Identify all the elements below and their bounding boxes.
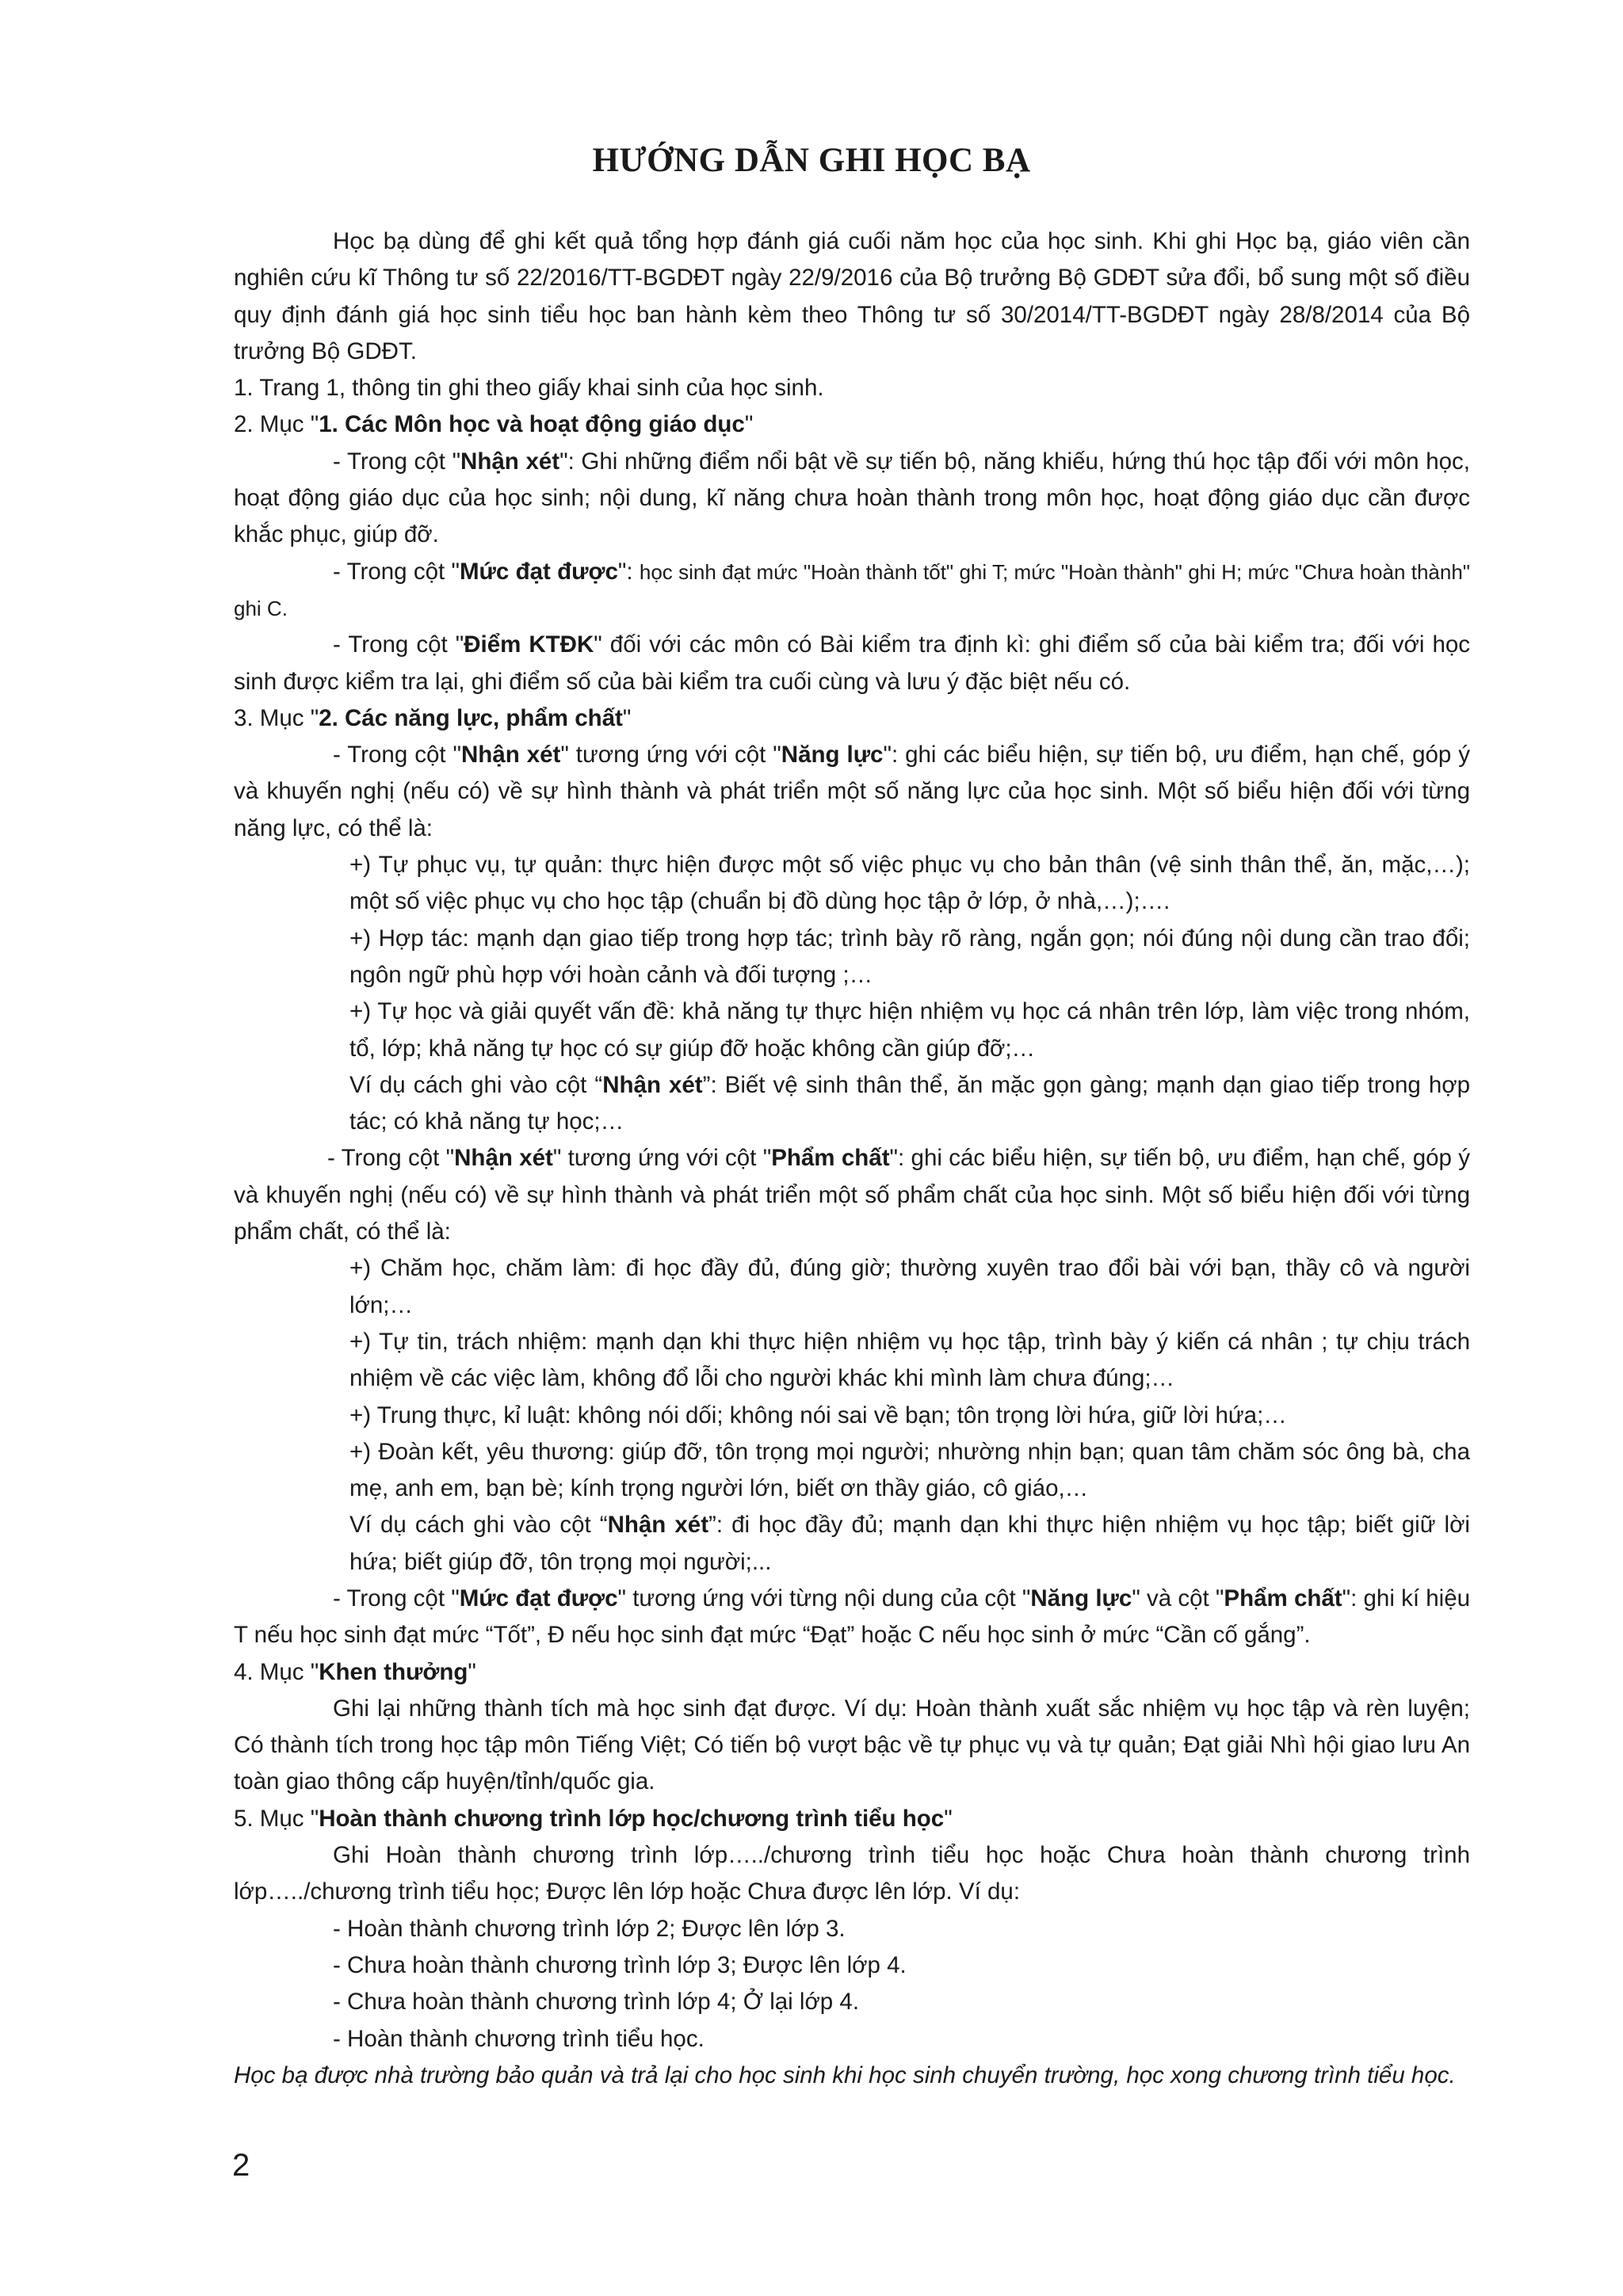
list-item: +) Tự tin, trách nhiệm: mạnh dạn khi thực hiện nhiệm vụ học tập, trình bày ý kiến cá nhân ; tự chịu trách nhiệm về các việc làm, không đổ lỗi cho người khác khi mình làm chưa đúng;… [349,1328,1470,1392]
example-pham-chat: Ví dụ cách ghi vào cột “Nhận xét”: đi học đầy đủ; mạnh dạn khi thực hiện nhiệm vụ học tập; biết giữ lời hứa; biết giúp đỡ, tôn trọng mọi người;... [349,1512,1470,1575]
s3-pham-chat: - Trong cột "Nhận xét" tương ứng với cột "Phẩm chất": ghi các biểu hiện, sự tiến bộ, ưu điểm, hạn chế, góp ý và khuyến nghị (nếu có) về sự hình thành và phát triển một số phẩm chất của học sinh. Một số biểu hiện đối với từng phẩm chất, có thể là: [234,1145,1471,1245]
s5-text: Ghi Hoàn thành chương trình lớp…../chương trình tiểu học hoặc Chưa hoàn thành chương trình lớp…../chương trình tiểu học; Được lên lớp hoặc Chưa được lên lớp. Ví dụ: [234,1842,1470,1905]
section-5-heading: 5. Mục "Hoàn thành chương trình lớp học/chương trình tiểu học" [234,1805,953,1832]
s2-muc-dat-duoc: - Trong cột "Mức đạt được": học sinh đạt mức "Hoàn thành tốt" ghi T; mức "Hoàn thành" ghi H; mức "Chưa hoàn thành" ghi C. [234,558,1471,620]
list-item: - Chưa hoàn thành chương trình lớp 3; Được lên lớp 4. [333,1951,907,1978]
intro-paragraph: Học bạ dùng để ghi kết quả tổng hợp đánh giá cuối năm học của học sinh. Khi ghi Học bạ, giáo viên cần nghiên cứu kĩ Thông tư số 22/2016/TT-BGDĐT ngày 22/9/2016 của Bộ trưởng Bộ GDĐT sửa đổi, bổ sung một số điều quy định đánh giá học sinh tiểu học ban hành kèm theo Thông tư số 30/2014/TT-BGDĐT ngày 28/8/2014 của Bộ trưởng Bộ GDĐT. [234,228,1470,364]
document-body [234,223,1470,2094]
section-4-heading: 4. Mục "Khen thưởng" [234,1658,476,1685]
footer-note: Học bạ được nhà trường bảo quản và trả lại cho học sinh khi học sinh chuyển trường, học xong chương trình tiểu học. [234,2061,1456,2088]
section-1: 1. Trang 1, thông tin ghi theo giấy khai sinh của học sinh. [234,375,824,402]
s2-diem-ktdk: - Trong cột "Điểm KTĐK" đối với các môn có Bài kiểm tra định kì: ghi điểm số của bài kiểm tra; đối với học sinh được kiểm tra lại, ghi điểm số của bài kiểm tra cuối cùng và lưu ý đặc biệt nếu có. [234,631,1471,695]
list-item: +) Tự học và giải quyết vấn đề: khả năng tự thực hiện nhiệm vụ học cá nhân trên lớp, làm việc trong nhóm, tổ, lớp; khả năng tự học có sự giúp đỡ hoặc không cần giúp đỡ;… [349,998,1470,1062]
list-item: - Hoàn thành chương trình tiểu học. [333,2025,705,2052]
s3-muc-dat-duoc: - Trong cột "Mức đạt được" tương ứng với từng nội dung của cột "Năng lực" và cột "Phẩm chất": ghi kí hiệu T nếu học sinh đạt mức “Tốt”, Đ nếu học sinh đạt mức “Đạt” hoặc C nếu học sinh ở mức “Cần cố gắng”. [234,1585,1471,1649]
list-item: +) Đoàn kết, yêu thương: giúp đỡ, tôn trọng mọi người; nhường nhịn bạn; quan tâm chăm sóc ông bà, cha mẹ, anh em, bạn bè; kính trọng người lớn, biết ơn thầy giáo, cô giáo,… [349,1438,1470,1502]
section-2-heading: 2. Mục "1. Các Môn học và hoạt động giáo dục" [234,411,754,438]
s4-text: Ghi lại những thành tích mà học sinh đạt được. Ví dụ: Hoàn thành xuất sắc nhiệm vụ học tập và rèn luyện; Có thành tích trong học tập môn Tiếng Việt; Có tiến bộ vượt bậc về tự phục vụ và tự quản; Đạt giải Nhì hội giao lưu An toàn giao thông cấp huyện/tỉnh/quốc gia. [234,1695,1470,1795]
section-3-heading: 3. Mục "2. Các năng lực, phẩm chất" [234,704,632,731]
s3-nang-luc: - Trong cột "Nhận xét" tương ứng với cột "Năng lực": ghi các biểu hiện, sự tiến bộ, ưu điểm, hạn chế, góp ý và khuyến nghị (nếu có) về sự hình thành và phát triển một số năng lực của học sinh. Một số biểu hiện đối với từng năng lực, có thể là: [234,742,1470,841]
page-number: 2 [232,2148,250,2183]
s2-nhan-xet: - Trong cột "Nhận xét": Ghi những điểm nổi bật về sự tiến bộ, năng khiếu, hứng thú học tập đối với môn học, hoạt động giáo dục của học sinh; nội dung, kĩ năng chưa hoàn thành trong môn học, hoạt động giáo dục cần được khắc phục, giúp đỡ. [234,448,1471,548]
list-item: - Chưa hoàn thành chương trình lớp 4; Ở lại lớp 4. [333,1989,860,2016]
list-item: +) Chăm học, chăm làm: đi học đầy đủ, đúng giờ; thường xuyên trao đổi bài với bạn, thầy cô và người lớn;… [349,1255,1470,1318]
example-nang-luc: Ví dụ cách ghi vào cột “Nhận xét”: Biết vệ sinh thân thể, ăn mặc gọn gàng; mạnh dạn giao tiếp trong hợp tác; có khả năng tự học;… [349,1071,1470,1135]
list-item: +) Tự phục vụ, tự quản: thực hiện được một số việc phục vụ cho bản thân (vệ sinh thân thể, ăn, mặc,…); một số việc phục vụ cho học tập (chuẩn bị đồ dùng học tập ở lớp, ở nhà,…);…. [349,852,1470,915]
list-item: - Hoàn thành chương trình lớp 2; Được lên lớp 3. [333,1915,846,1942]
list-item: +) Hợp tác: mạnh dạn giao tiếp trong hợp tác; trình bày rõ ràng, ngắn gọn; nói đúng nội dung cần trao đổi; ngôn ngữ phù hợp với hoàn cảnh và đối tượng ;… [349,925,1470,988]
list-item: +) Trung thực, kỉ luật: không nói dối; không nói sai về bạn; tôn trọng lời hứa, giữ lời hứa;… [349,1402,1287,1428]
page-title: HƯỚNG DẪN GHI HỌC BẠ [592,142,1031,179]
